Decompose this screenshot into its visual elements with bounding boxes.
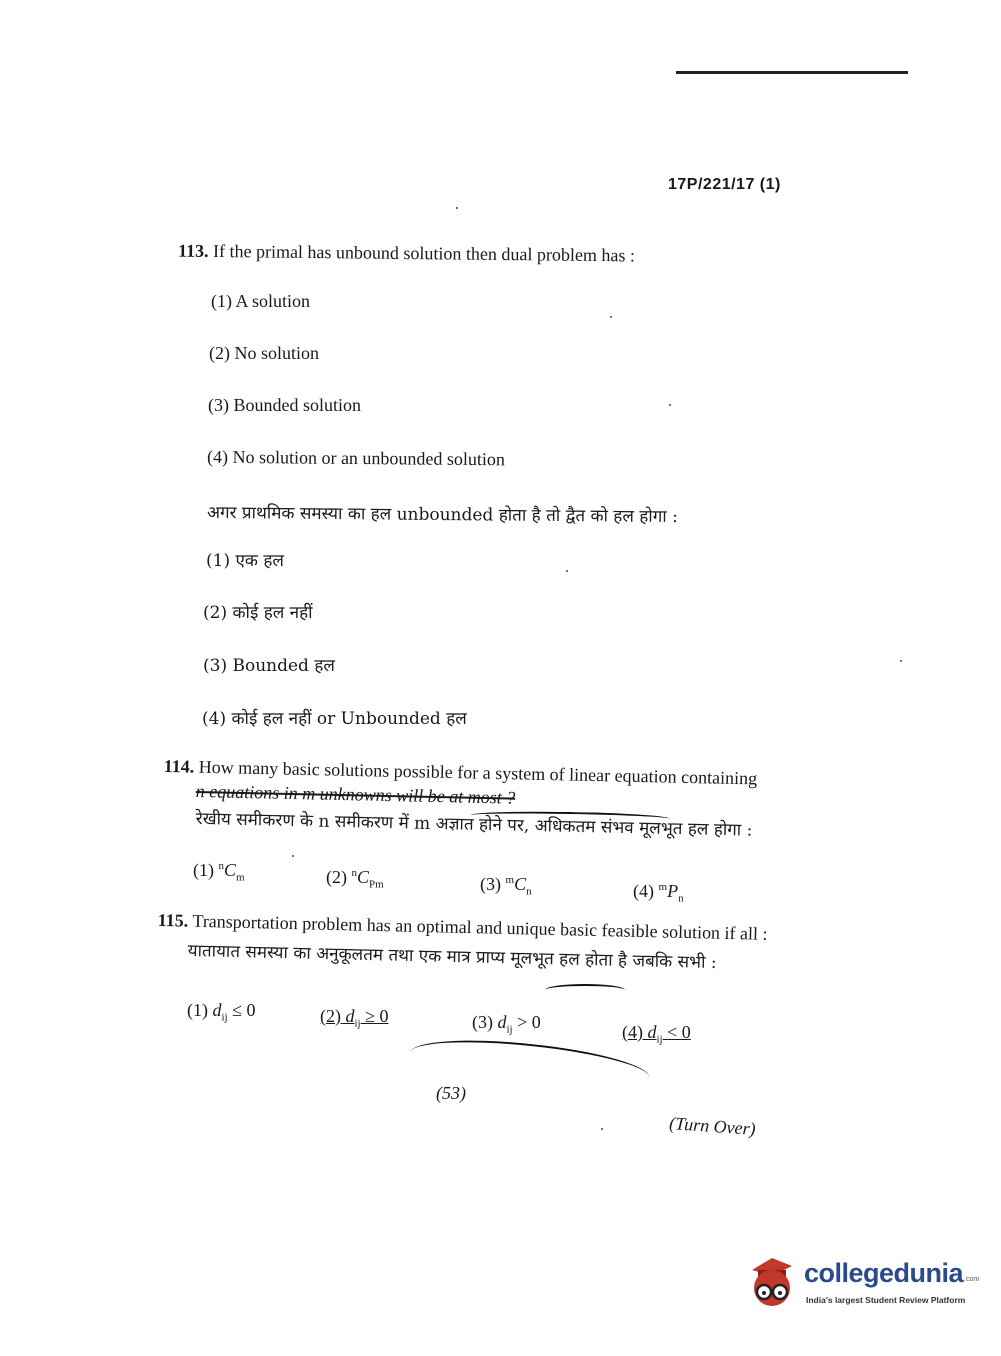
option-subscript: ij <box>506 1023 513 1036</box>
top-rule <box>676 71 908 74</box>
option-base: d <box>647 1022 657 1042</box>
pen-mark-stroke <box>545 984 625 996</box>
option-base: P <box>667 881 679 901</box>
question-113 <box>178 241 635 267</box>
scan-speck <box>456 207 458 209</box>
option-relation: > 0 <box>517 1012 541 1032</box>
logo-wordmark: collegedunia <box>804 1258 964 1288</box>
option-subscript: m <box>236 871 245 884</box>
q115-option-3 <box>472 1012 541 1036</box>
logo-mascot-icon <box>742 1252 802 1312</box>
option-superscript: m <box>505 874 515 886</box>
q115-option-1 <box>187 1000 256 1024</box>
q114-option-2 <box>326 867 384 891</box>
option-base: d <box>497 1012 507 1032</box>
option-number: (3) <box>480 874 501 894</box>
scan-speck <box>566 570 568 572</box>
q113-question-hindi: अगर प्राथमिक समस्या का हल unbounded होता है तो द्वैत को हल होगा : <box>206 502 678 528</box>
option-number: (3) <box>472 1012 493 1032</box>
option-relation: ≥ 0 <box>365 1006 389 1026</box>
scan-speck <box>601 1128 603 1130</box>
q115-question-hindi: यातायात समस्या का अनुकूलतम तथा एक मात्र प्राप्य मूलभूत हल होता है जबकि सभी : <box>187 940 717 973</box>
option-number: (4) <box>622 1022 643 1042</box>
option-subscript: n <box>678 892 684 905</box>
q113-option-3: (3) Bounded solution <box>208 395 361 415</box>
q114-option-3 <box>480 874 532 898</box>
q113-option-2: (2) No solution <box>209 343 319 363</box>
option-subscript: ij <box>354 1017 361 1030</box>
scan-speck <box>900 660 902 662</box>
option-subscript: ij <box>656 1033 663 1046</box>
question-text: If the primal has unbound solution then dual problem has : <box>212 240 636 266</box>
scan-speck <box>669 404 671 406</box>
option-superscript: n <box>351 867 357 879</box>
q114-option-4 <box>633 881 684 905</box>
question-number: 114. <box>163 756 195 777</box>
option-base: d <box>212 1000 222 1020</box>
q115-option-4 <box>622 1022 691 1046</box>
option-relation: < 0 <box>667 1022 691 1042</box>
option-base: C <box>514 874 527 894</box>
question-number: 113. <box>177 240 209 261</box>
question-number: 115. <box>157 910 189 931</box>
collegedunia-logo <box>742 1250 982 1320</box>
option-subscript: ij <box>221 1011 228 1024</box>
scan-speck <box>610 316 612 318</box>
question-114-line2: n equations in m unknowns will be at most ? <box>195 781 516 808</box>
option-base: C <box>357 867 370 887</box>
q113-option-2-hindi: (2) कोई हल नहीं <box>203 603 313 623</box>
q115-option-2 <box>320 1006 389 1030</box>
q113-option-4-hindi: (4) कोई हल नहीं or Unbounded हल <box>202 709 467 729</box>
logo-suffix: .com <box>964 1276 980 1283</box>
scan-speck <box>292 855 294 857</box>
turn-over-label: (Turn Over) <box>668 1113 757 1139</box>
q113-option-1-hindi: (1) एक हल <box>206 551 284 571</box>
option-number: (4) <box>633 881 654 901</box>
option-base: d <box>345 1006 355 1026</box>
question-text-line1: How many basic solutions possible for a system of linear equation containing <box>198 756 758 789</box>
option-base: C <box>224 860 237 880</box>
option-number: (2) <box>320 1006 341 1026</box>
option-subscript: Pm <box>369 878 384 891</box>
q114-option-1 <box>193 860 245 884</box>
question-text: Transportation problem has an optimal and unique basic feasible solution if all : <box>192 910 768 944</box>
q114-question-hindi: रेखीय समीकरण के n समीकरण में m अज्ञात होने पर, अधिकतम संभव मूलभूत हल होगा : <box>195 808 753 841</box>
option-superscript: m <box>658 881 668 893</box>
option-subscript: n <box>526 885 532 898</box>
paper-code: 17P/221/17 (1) <box>668 176 781 193</box>
q113-option-4: (4) No solution or an unbounded solution <box>206 446 506 470</box>
logo-tagline: India's largest Student Review Platform <box>806 1295 966 1305</box>
page-number: (53) <box>436 1083 466 1103</box>
option-relation: ≤ 0 <box>232 1000 256 1020</box>
q113-option-1: (1) A solution <box>211 291 311 311</box>
option-number: (1) <box>187 1000 208 1020</box>
option-number: (2) <box>326 867 347 887</box>
option-superscript: n <box>218 860 224 872</box>
q113-option-3-hindi: (3) Bounded हल <box>203 656 335 676</box>
option-number: (1) <box>193 860 214 880</box>
